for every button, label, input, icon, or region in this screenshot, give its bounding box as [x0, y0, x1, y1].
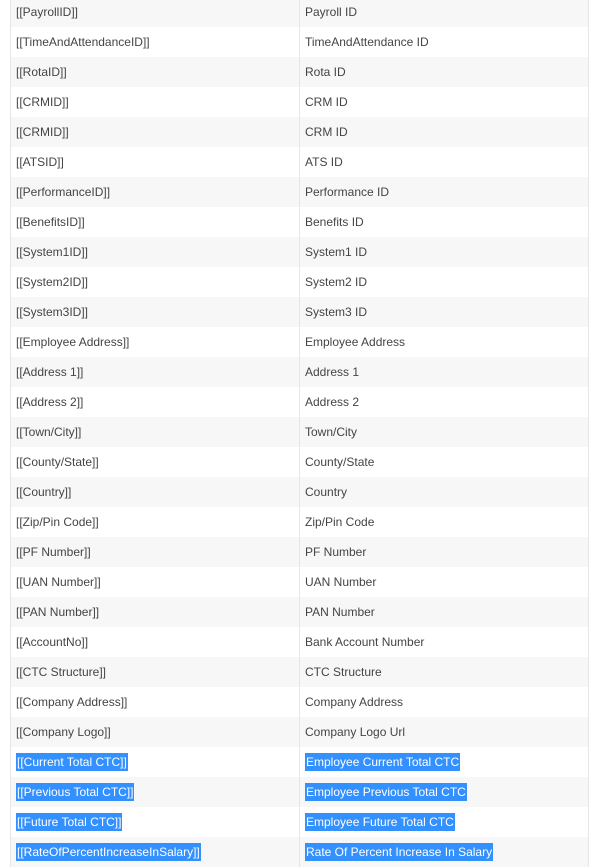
description-cell: [300, 237, 589, 267]
description-text[interactable]: Performance ID: [305, 185, 390, 199]
placeholder-cell: [11, 87, 300, 117]
placeholder-table-body: [11, 0, 589, 867]
placeholder-text[interactable]: [[PayrollID]]: [16, 5, 79, 19]
description-text[interactable]: Zip/Pin Code: [305, 515, 375, 529]
description-cell: [300, 657, 589, 687]
placeholder-cell: [11, 237, 300, 267]
table-row: [11, 657, 589, 687]
description-cell: [300, 267, 589, 297]
description-text[interactable]: CTC Structure: [305, 665, 382, 679]
table-row: [11, 717, 589, 747]
table-row: [11, 537, 589, 567]
table-row: [11, 297, 589, 327]
table-row: [11, 27, 589, 57]
description-cell: [300, 177, 589, 207]
placeholder-text[interactable]: [[PF Number]]: [16, 545, 91, 559]
placeholder-text[interactable]: [[PerformanceID]]: [16, 185, 111, 199]
table-row: [11, 267, 589, 297]
placeholder-cell: [11, 837, 300, 867]
description-text[interactable]: Employee Address: [305, 335, 406, 349]
table-row: [11, 0, 589, 27]
table-row: [11, 207, 589, 237]
table-row: [11, 807, 589, 837]
table-row: [11, 837, 589, 867]
placeholder-text[interactable]: [[Previous Total CTC]]: [17, 785, 134, 799]
description-cell: [300, 777, 589, 807]
placeholder-table: [10, 0, 589, 867]
description-cell: [300, 717, 589, 747]
description-cell: [300, 147, 589, 177]
placeholder-cell: [11, 597, 300, 627]
description-cell: [300, 297, 589, 327]
placeholder-cell: [11, 657, 300, 687]
placeholder-text[interactable]: [[Zip/Pin Code]]: [16, 515, 99, 529]
placeholder-cell: [11, 807, 300, 837]
description-text[interactable]: Bank Account Number: [305, 635, 425, 649]
table-row: [11, 57, 589, 87]
placeholder-text[interactable]: [[Address 1]]: [16, 365, 84, 379]
description-cell: [300, 477, 589, 507]
table-row: [11, 147, 589, 177]
table-row: [11, 417, 589, 447]
placeholder-cell: [11, 327, 300, 357]
placeholder-cell: [11, 27, 300, 57]
placeholder-cell: [11, 117, 300, 147]
placeholder-text[interactable]: [[Employee Address]]: [16, 335, 130, 349]
table-row: [11, 687, 589, 717]
placeholder-text[interactable]: [[System3ID]]: [16, 305, 89, 319]
placeholder-cell: [11, 447, 300, 477]
description-text[interactable]: Town/City: [305, 425, 358, 439]
placeholder-cell: [11, 537, 300, 567]
placeholder-text[interactable]: [[Company Logo]]: [16, 725, 111, 739]
description-cell: [300, 507, 589, 537]
description-text[interactable]: Employee Current Total CTC: [306, 755, 460, 769]
placeholder-cell: [11, 417, 300, 447]
table-row: [11, 327, 589, 357]
placeholder-cell: [11, 207, 300, 237]
table-row: [11, 387, 589, 417]
placeholder-text[interactable]: [[CRMID]]: [16, 125, 69, 139]
description-text[interactable]: Country: [305, 485, 348, 499]
placeholder-cell: [11, 687, 300, 717]
table-row: [11, 477, 589, 507]
description-text[interactable]: Employee Future Total CTC: [306, 815, 454, 829]
placeholder-text[interactable]: [[Company Address]]: [16, 695, 128, 709]
description-cell: [300, 447, 589, 477]
description-cell: [300, 687, 589, 717]
description-text[interactable]: TimeAndAttendance ID: [305, 35, 429, 49]
table-row: [11, 567, 589, 597]
placeholder-cell: [11, 177, 300, 207]
placeholder-cell: [11, 297, 300, 327]
placeholder-cell: [11, 627, 300, 657]
description-cell: [300, 0, 589, 27]
description-cell: [300, 117, 589, 147]
description-text[interactable]: Company Address: [305, 695, 404, 709]
table-row: [11, 177, 589, 207]
placeholder-text[interactable]: [[RotaID]]: [16, 65, 67, 79]
placeholder-cell: [11, 747, 300, 777]
table-row: [11, 447, 589, 477]
description-cell: [300, 417, 589, 447]
description-cell: [300, 567, 589, 597]
table-row: [11, 507, 589, 537]
placeholder-cell: [11, 147, 300, 177]
description-cell: [300, 357, 589, 387]
placeholder-text[interactable]: [[Country]]: [16, 485, 72, 499]
description-text[interactable]: Rate Of Percent Increase In Salary: [306, 845, 493, 859]
description-text[interactable]: PAN Number: [305, 605, 375, 619]
table-row: [11, 237, 589, 267]
placeholder-text[interactable]: [[ATSID]]: [16, 155, 64, 169]
placeholder-text[interactable]: [[County/State]]: [16, 455, 99, 469]
placeholder-cell: [11, 477, 300, 507]
description-text[interactable]: ATS ID: [305, 155, 343, 169]
description-text[interactable]: UAN Number: [305, 575, 377, 589]
placeholder-text[interactable]: [[System2ID]]: [16, 275, 89, 289]
placeholder-cell: [11, 387, 300, 417]
placeholder-cell: [11, 777, 300, 807]
placeholder-cell: [11, 357, 300, 387]
description-text[interactable]: Address 1: [305, 365, 360, 379]
table-row: [11, 777, 589, 807]
placeholder-text[interactable]: [[UAN Number]]: [16, 575, 101, 589]
description-cell: [300, 387, 589, 417]
description-text[interactable]: Benefits ID: [305, 215, 364, 229]
placeholder-cell: [11, 267, 300, 297]
description-text[interactable]: Payroll ID: [305, 5, 358, 19]
description-text[interactable]: Address 2: [305, 395, 360, 409]
placeholder-text[interactable]: [[RateOfPercentIncreaseInSalary]]: [17, 845, 200, 859]
description-cell: [300, 57, 589, 87]
description-cell: [300, 27, 589, 57]
table-row: [11, 87, 589, 117]
table-row: [11, 597, 589, 627]
placeholder-text[interactable]: [[Address 2]]: [16, 395, 84, 409]
placeholder-cell: [11, 567, 300, 597]
description-cell: [300, 807, 589, 837]
description-text[interactable]: CRM ID: [305, 95, 348, 109]
description-cell: [300, 597, 589, 627]
table-row: [11, 117, 589, 147]
description-cell: [300, 837, 589, 867]
description-text[interactable]: PF Number: [305, 545, 367, 559]
placeholder-text[interactable]: [[Future Total CTC]]: [17, 815, 122, 829]
table-row: [11, 747, 589, 777]
description-text[interactable]: System2 ID: [305, 275, 368, 289]
placeholder-text[interactable]: [[CTC Structure]]: [16, 665, 107, 679]
description-text[interactable]: System3 ID: [305, 305, 368, 319]
description-cell: [300, 87, 589, 117]
placeholder-text[interactable]: [[Town/City]]: [16, 425, 82, 439]
placeholder-cell: [11, 0, 300, 27]
placeholder-text[interactable]: [[AccountNo]]: [16, 635, 89, 649]
table-row: [11, 357, 589, 387]
placeholder-text[interactable]: [[System1ID]]: [16, 245, 89, 259]
description-cell: [300, 747, 589, 777]
description-cell: [300, 207, 589, 237]
placeholder-text[interactable]: [[Current Total CTC]]: [17, 755, 127, 769]
placeholder-text[interactable]: [[PAN Number]]: [16, 605, 100, 619]
placeholder-table-container: [10, 0, 588, 867]
description-text[interactable]: Rota ID: [305, 65, 346, 79]
placeholder-cell: [11, 717, 300, 747]
description-cell: [300, 627, 589, 657]
description-cell: [300, 537, 589, 567]
description-text[interactable]: CRM ID: [305, 125, 348, 139]
description-text[interactable]: Employee Previous Total CTC: [306, 785, 466, 799]
placeholder-text[interactable]: [[CRMID]]: [16, 95, 69, 109]
placeholder-text[interactable]: [[TimeAndAttendanceID]]: [16, 35, 150, 49]
description-text[interactable]: Company Logo Url: [305, 725, 406, 739]
description-text[interactable]: County/State: [305, 455, 375, 469]
placeholder-cell: [11, 57, 300, 87]
table-row: [11, 627, 589, 657]
description-cell: [300, 327, 589, 357]
placeholder-text[interactable]: [[BenefitsID]]: [16, 215, 85, 229]
description-text[interactable]: System1 ID: [305, 245, 368, 259]
placeholder-cell: [11, 507, 300, 537]
